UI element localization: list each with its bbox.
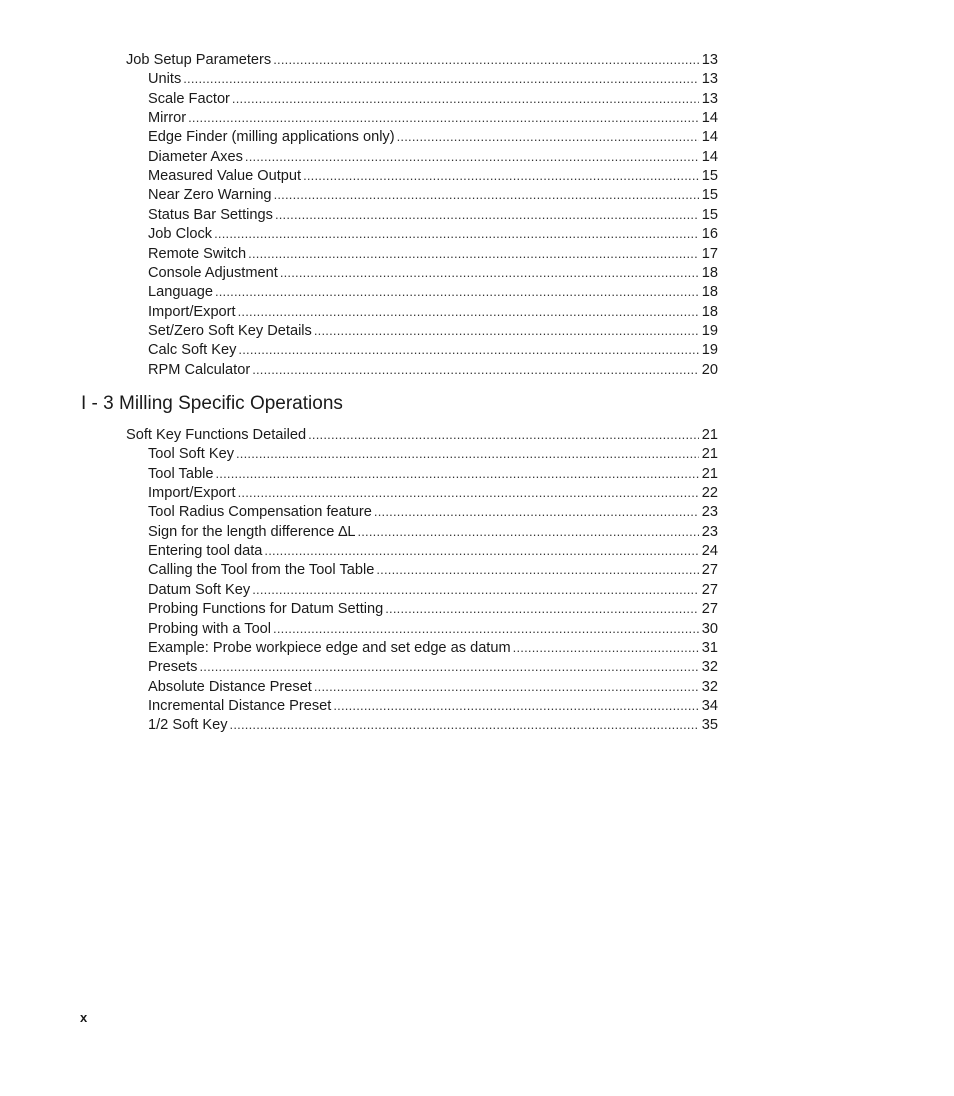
toc-dot-leader [374, 502, 699, 521]
toc-entry [148, 360, 718, 379]
toc-entry-title: Entering tool data [148, 543, 263, 560]
toc-entry-page: 32 [701, 659, 718, 676]
toc-entry-title: Absolute Distance Preset [148, 678, 312, 695]
toc-entry-title: Console Adjustment [148, 264, 278, 281]
toc-entry-page: 19 [701, 342, 718, 359]
toc-entry-title: Sign for the length difference ∆L [148, 523, 356, 540]
toc-entry-page: 32 [701, 678, 718, 695]
toc-entry-page: 14 [701, 110, 718, 127]
toc-entry-title: 1/2 Soft Key [148, 717, 228, 734]
toc-entry-title: Presets [148, 659, 198, 676]
toc-entry [148, 619, 718, 638]
page-number: x [80, 1010, 88, 1025]
toc-entry-page: 21 [701, 427, 718, 443]
toc-entry-title: Job Clock [148, 226, 213, 243]
toc-entry-page: 35 [701, 717, 718, 734]
toc-dot-leader [252, 360, 699, 379]
toc-entry-title: Datum Soft Key [148, 581, 251, 598]
toc-entry-page: 16 [701, 226, 718, 243]
toc-entry-title: Calc Soft Key [148, 342, 237, 359]
toc-dot-leader [275, 205, 699, 224]
toc-entry-page: 14 [701, 129, 718, 146]
toc-dot-leader [214, 224, 699, 243]
toc-dot-leader [232, 89, 699, 108]
toc-entry-title: Language [148, 284, 213, 301]
toc-entry [148, 502, 718, 521]
toc-entry-page: 14 [701, 148, 718, 165]
toc-dot-leader [215, 464, 698, 483]
toc-entry-title: Edge Finder (milling applications only) [148, 129, 395, 146]
toc-entry [148, 321, 718, 340]
toc-entry-page: 17 [701, 245, 718, 262]
toc-dot-leader [280, 263, 699, 282]
toc-dot-leader [397, 127, 699, 146]
toc-dot-leader [357, 522, 698, 541]
toc-entry [148, 541, 718, 560]
toc-entry-page: 15 [701, 187, 718, 204]
toc-entry-title: Near Zero Warning [148, 187, 272, 204]
toc-dot-leader [236, 444, 699, 463]
toc-dot-leader [385, 599, 699, 618]
toc-entry [148, 444, 718, 463]
toc-entry-title: Units [148, 71, 182, 88]
toc-entry [148, 560, 718, 579]
toc-entry-page: 23 [701, 504, 718, 521]
toc-entry-page: 15 [701, 206, 718, 223]
toc-dot-leader [303, 166, 699, 185]
toc-entry [148, 69, 718, 88]
toc-entry-title: Calling the Tool from the Tool Table [148, 562, 375, 579]
toc-entry [148, 302, 718, 321]
toc-entry [148, 464, 718, 483]
toc-dot-leader [274, 185, 699, 204]
toc-entry-page: 20 [701, 361, 718, 378]
toc-dot-leader [264, 541, 698, 560]
toc-entry-page: 15 [701, 168, 718, 185]
toc-entry [148, 677, 718, 696]
toc-entry-title: Tool Soft Key [148, 446, 234, 463]
toc-entry-page: 27 [701, 562, 718, 579]
toc-entry [148, 89, 718, 108]
toc-dot-leader [245, 147, 699, 166]
toc-dot-leader [252, 580, 699, 599]
toc-entry [126, 50, 718, 69]
toc-entry [148, 657, 718, 676]
toc-dot-leader [183, 69, 699, 88]
toc-entry-page: 21 [701, 446, 718, 463]
toc-entry-title: Mirror [148, 110, 187, 127]
toc-entry-title: Set/Zero Soft Key Details [148, 322, 312, 339]
toc-entry [148, 282, 718, 301]
toc-dot-leader [513, 638, 699, 657]
toc-entry-title: Status Bar Settings [148, 206, 273, 223]
toc-entry [148, 263, 718, 282]
toc-dot-leader [376, 560, 698, 579]
toc-entry-title: Probing with a Tool [148, 620, 272, 637]
toc-entry-title: Job Setup Parameters [126, 52, 272, 68]
toc-dot-leader [238, 483, 699, 502]
toc-entry-page: 18 [701, 284, 718, 301]
toc-entry [148, 599, 718, 618]
toc-dot-leader [215, 282, 699, 301]
toc-dot-leader [248, 244, 699, 263]
toc-entry-page: 34 [701, 697, 718, 714]
toc-entry-page: 27 [701, 581, 718, 598]
toc-entry [148, 715, 718, 734]
toc-dot-leader [199, 657, 698, 676]
toc-entry-page: 13 [701, 90, 718, 107]
toc-entry [148, 166, 718, 185]
toc-entry-title: Probing Functions for Datum Setting [148, 601, 384, 618]
toc-entry-page: 30 [701, 620, 718, 637]
toc-entry [148, 580, 718, 599]
toc-entry [148, 185, 718, 204]
toc-entry-page: 18 [701, 264, 718, 281]
toc-entry-title: Import/Export [148, 303, 236, 320]
toc-dot-leader [273, 619, 699, 638]
toc-entry-page: 23 [701, 523, 718, 540]
toc-dot-leader [230, 715, 699, 734]
toc-entry [148, 224, 718, 243]
toc-entry [148, 147, 718, 166]
section-heading: I - 3 Milling Specific Operations [81, 393, 343, 414]
toc-entry-title: Remote Switch [148, 245, 247, 262]
toc-entry-title: RPM Calculator [148, 361, 251, 378]
toc-entry [148, 205, 718, 224]
toc-entry-title: Import/Export [148, 485, 236, 502]
toc-entry-page: 27 [701, 601, 718, 618]
toc-entry-title: Example: Probe workpiece edge and set edge as datum [148, 639, 511, 656]
toc-entry [148, 522, 718, 541]
toc-entry-page: 13 [701, 71, 718, 88]
toc-entry [148, 638, 718, 657]
toc-dot-leader [273, 50, 699, 69]
toc-entry-title: Incremental Distance Preset [148, 697, 332, 714]
toc-dot-leader [238, 302, 699, 321]
toc-entry [148, 108, 718, 127]
toc-entry-title: Soft Key Functions Detailed [126, 427, 307, 443]
toc-entry-title: Tool Table [148, 465, 214, 482]
toc-entry [148, 244, 718, 263]
toc-entry-title: Measured Value Output [148, 168, 302, 185]
toc-dot-leader [308, 425, 699, 444]
toc-entry-page: 13 [701, 52, 718, 68]
toc-entry [148, 127, 718, 146]
toc-entry-page: 21 [701, 465, 718, 482]
toc-entry [148, 696, 718, 715]
toc-entry-title: Scale Factor [148, 90, 230, 107]
toc-dot-leader [314, 677, 699, 696]
toc-entry-title: Tool Radius Compensation feature [148, 504, 372, 521]
toc-dot-leader [238, 340, 698, 359]
toc-dot-leader [333, 696, 698, 715]
toc-entry [126, 425, 718, 444]
toc-dot-leader [188, 108, 699, 127]
toc-entry-page: 31 [701, 639, 718, 656]
toc-entry-page: 24 [701, 543, 718, 560]
toc-entry-title: Diameter Axes [148, 148, 243, 165]
toc-entry [148, 340, 718, 359]
toc-dot-leader [314, 321, 699, 340]
toc-entry [148, 483, 718, 502]
toc-entry-page: 18 [701, 303, 718, 320]
toc-entry-page: 19 [701, 322, 718, 339]
toc-entry-page: 22 [701, 485, 718, 502]
